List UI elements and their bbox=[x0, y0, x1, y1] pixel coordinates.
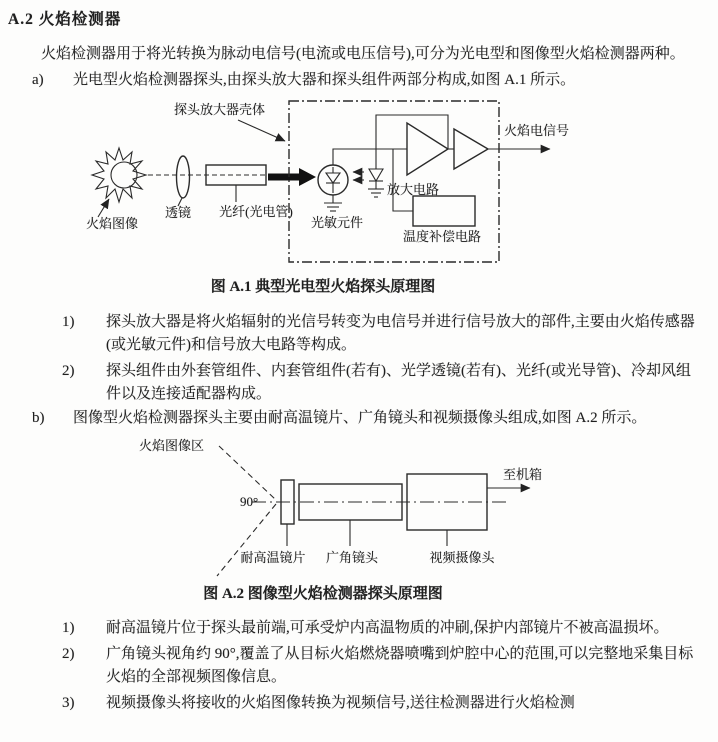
list-marker: 3) bbox=[62, 694, 75, 711]
figure-a1-diagram bbox=[6, 95, 710, 271]
photosensor-label: 光敏元件 bbox=[310, 214, 364, 230]
list-item-3 bbox=[6, 692, 710, 716]
list-text: 图像型火焰检测器探头主要由耐高温镜片、广角镜头和视频摄像头组成,如图 A.2 所示。 bbox=[73, 409, 647, 426]
wide-lens-label: 广角镜头 bbox=[325, 550, 379, 565]
list-text: 视频摄像头将接收的火焰图像转换为视频信号,送往检测器进行火焰检测 bbox=[106, 694, 575, 711]
flame-core bbox=[111, 162, 137, 188]
flame-pointer-line bbox=[98, 199, 109, 217]
list-item-1 bbox=[6, 617, 710, 641]
output-signal-label: 火焰电信号 bbox=[504, 122, 570, 138]
temp-comp-wire bbox=[393, 149, 413, 211]
list-1 bbox=[6, 311, 710, 407]
list-marker: 1) bbox=[62, 313, 75, 330]
section-heading: A.2 火焰检测器 bbox=[8, 11, 122, 28]
figure-a2-caption: 图 A.2 图像型火焰检测器探头原理图 bbox=[203, 586, 443, 602]
housing-leader-line bbox=[238, 120, 285, 141]
angle-label: 90° bbox=[240, 494, 259, 509]
figure-a2-diagram bbox=[6, 432, 710, 582]
list-item-2 bbox=[6, 643, 710, 690]
figure-a1-svg bbox=[86, 95, 586, 271]
light-arrow-head bbox=[299, 168, 316, 186]
heat-lens-label: 耐高温镜片 bbox=[240, 550, 306, 565]
flame-shape bbox=[92, 148, 146, 202]
camera-label: 视频摄像头 bbox=[429, 550, 495, 565]
photodiode-triangle bbox=[326, 173, 340, 183]
amplifier-triangle-2 bbox=[454, 129, 488, 169]
amplifier-triangle-1 bbox=[407, 123, 448, 175]
flame-zone-label: 火焰图像区 bbox=[139, 438, 205, 453]
list-item-b bbox=[6, 407, 710, 431]
temp-comp-box bbox=[413, 196, 475, 226]
list-text: 广角镜头视角约 90°,覆盖了从目标火焰燃烧器喷嘴到炉腔中心的范围,可以完整地采集目标火焰的全部视频图像信息。 bbox=[106, 645, 694, 685]
intro-paragraph: 火焰检测器用于将光转换为脉动电信号(电流或电压信号),可分为光电型和图像型火焰检测器两种。 bbox=[41, 46, 685, 62]
list-text: 探头放大器是将火焰辐射的光信号转变为电信号并进行信号放大的部件,主要由火焰传感器(或光敏元件)和信号放大电路等构成。 bbox=[106, 313, 695, 353]
housing-label: 探头放大器壳体 bbox=[174, 101, 266, 117]
list-marker: 1) bbox=[62, 620, 75, 636]
list-text: 探头组件由外套管组件、内套管组件(若有)、光学透镜(若有)、光纤(或光导管)、冷却风组件以及连接适配器构成。 bbox=[106, 362, 691, 402]
list-text: 耐高温镜片位于探头最前端,可承受炉内高温物质的冲刷,保护内部镜片不被高温损坏。 bbox=[106, 620, 669, 636]
lens-label: 透镜 bbox=[164, 204, 192, 220]
fiber-label: 光纤(光电管) bbox=[219, 203, 293, 219]
figure-a1-caption: 图 A.1 典型光电型火焰探头原理图 bbox=[210, 278, 436, 295]
figure-a2-svg bbox=[134, 432, 554, 582]
list-marker: 2) bbox=[62, 362, 75, 379]
list-marker: b) bbox=[32, 409, 45, 426]
view-cone-lower-line bbox=[217, 504, 276, 576]
list-item-1 bbox=[6, 311, 710, 358]
to-cabinet-label: 至机箱 bbox=[503, 467, 543, 482]
signal-wire bbox=[333, 149, 407, 165]
list-marker: a) bbox=[32, 72, 44, 88]
list-marker: 2) bbox=[62, 645, 75, 662]
photodiode-ground bbox=[324, 195, 342, 211]
list-item-a bbox=[6, 69, 710, 93]
list-text: 光电型火焰检测器探头,由探头放大器和探头组件两部分构成,如图 A.1 所示。 bbox=[73, 72, 576, 88]
flame-image-label: 火焰图像 bbox=[86, 215, 139, 231]
amplifier-label: 放大电路 bbox=[386, 181, 440, 197]
view-cone-upper-line bbox=[219, 446, 276, 500]
list-item-2 bbox=[6, 360, 710, 407]
list-2 bbox=[6, 617, 710, 715]
temp-comp-label: 温度补偿电路 bbox=[402, 228, 482, 244]
lens-shape bbox=[177, 156, 190, 198]
